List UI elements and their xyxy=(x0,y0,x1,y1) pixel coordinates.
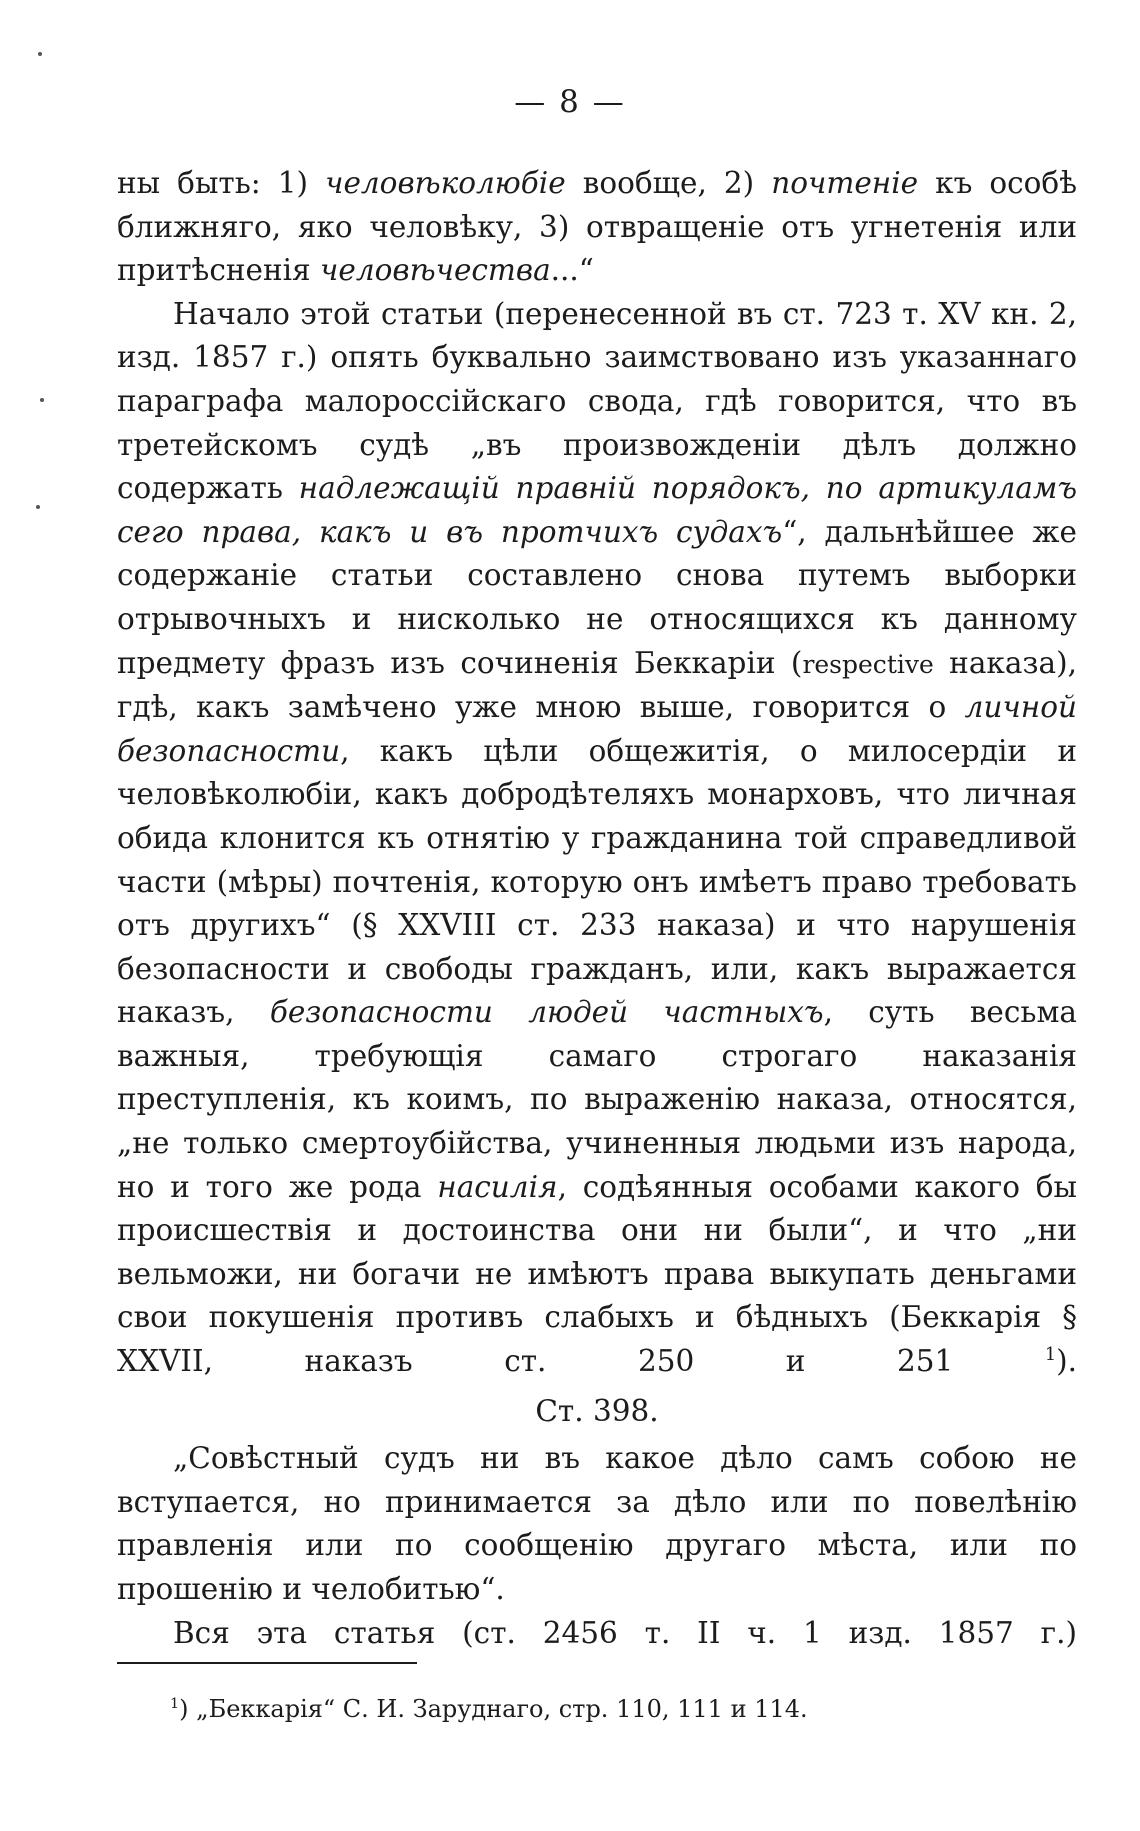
article-heading: Ст. 398. xyxy=(535,1393,659,1428)
text-run: къ особѣ ближняго, яко человѣку, 3) отвращеніе отъ угнетенія или притѣсненія xyxy=(117,166,1077,288)
text-run: наказа), гдѣ, какъ замѣчено уже мною выше, говорится о xyxy=(117,645,1077,725)
print-speck xyxy=(38,52,42,56)
main-text xyxy=(117,162,1077,1655)
text-run: Начало этой статьи (перенесенной въ ст. 723 т. XV кн. 2, изд. 1857 г.) опять буквально заимствовано изъ указаннаго параграфа малороссійскаго свода, гдѣ говорится, что въ третейскомъ судѣ „въ произвожденіи дѣлъ должно содержать xyxy=(117,296,1077,506)
footnote xyxy=(170,1692,1070,1726)
italic-term: личной безопасности xyxy=(117,690,1077,768)
italic-term: насилія xyxy=(437,1169,558,1204)
latin-word: respective xyxy=(802,649,934,679)
text-run: , какъ цѣли общежитія, о милосердіи и человѣколюбіи, какъ добродѣтеляхъ монарховъ, что личная обида клонится къ отнятію у гражданина той справедливой части (мѣры) почтенія, которую онъ имѣетъ право требовать отъ другихъ“ (§ XXVIII ст. 233 наказа) и что нарушенія безопасности и свободы гражданъ, или, какъ выражается наказъ, xyxy=(117,733,1077,1030)
text-run: ). xyxy=(1056,1344,1077,1379)
text-run: вообще, 2) xyxy=(565,166,772,200)
text-run: ...“ xyxy=(550,253,594,288)
footnote-reference[interactable]: 1 xyxy=(1044,1345,1057,1366)
print-speck xyxy=(40,398,44,402)
italic-term: человѣчества xyxy=(320,253,551,288)
paragraph-4: Вся эта статья (ст. 2456 т. II ч. 1 изд. 1857 г.) xyxy=(173,1615,1077,1650)
print-speck xyxy=(36,505,40,509)
paragraph-2 xyxy=(117,293,1077,1384)
text-run: , суть весьма важныя, требующія самаго строгаго наказанія преступленія, къ коимъ, по выраженію наказа, относятся, „не только смертоубійства, учиненныя людьми изъ народа, но и того же рода xyxy=(117,995,1078,1204)
page-number: — 8 — xyxy=(514,84,626,120)
italic-term: человѣколюбіе xyxy=(325,166,566,200)
footnote-text: ) „Беккарія“ С. И. Заруднаго, стр. 110, 111 и 114. xyxy=(179,1695,808,1723)
footnote-marker: 1 xyxy=(170,1696,180,1712)
text-run: , содѣянныя особами какого бы происшествія и достоинства они ни были“, и что „ни вельможи, ни богачи не имѣютъ права выкупать деньгами свои покушенія противъ слабыхъ и бѣдныхъ (Беккарія § XXVII, наказъ ст. 250 и 251 xyxy=(117,1169,1077,1379)
text-run: ны быть: 1) xyxy=(117,166,326,200)
italic-quote: надлежащій правній порядокъ, по артикуламъ сего права, какъ и въ протчихъ судахъ xyxy=(117,471,1077,549)
text-run: “, дальнѣйшее же содержаніе статьи составлено снова путемъ выборки отрывочныхъ и нисколько не относящихся къ данному предмету фразъ изъ сочиненія Беккаріи ( xyxy=(117,514,1077,680)
paragraph-1 xyxy=(117,162,1077,293)
italic-term: почтеніе xyxy=(771,166,919,200)
paragraph-3: „Совѣстный судъ ни въ какое дѣло самъ собою не вступается, но принимается за дѣло или по повелѣнію правленія или по сообщенію другаго мѣста, или по прошенію и челобитью“. xyxy=(117,1441,1077,1606)
footnote-divider xyxy=(117,1662,417,1664)
italic-term: безопасности людей частныхъ xyxy=(269,995,824,1030)
